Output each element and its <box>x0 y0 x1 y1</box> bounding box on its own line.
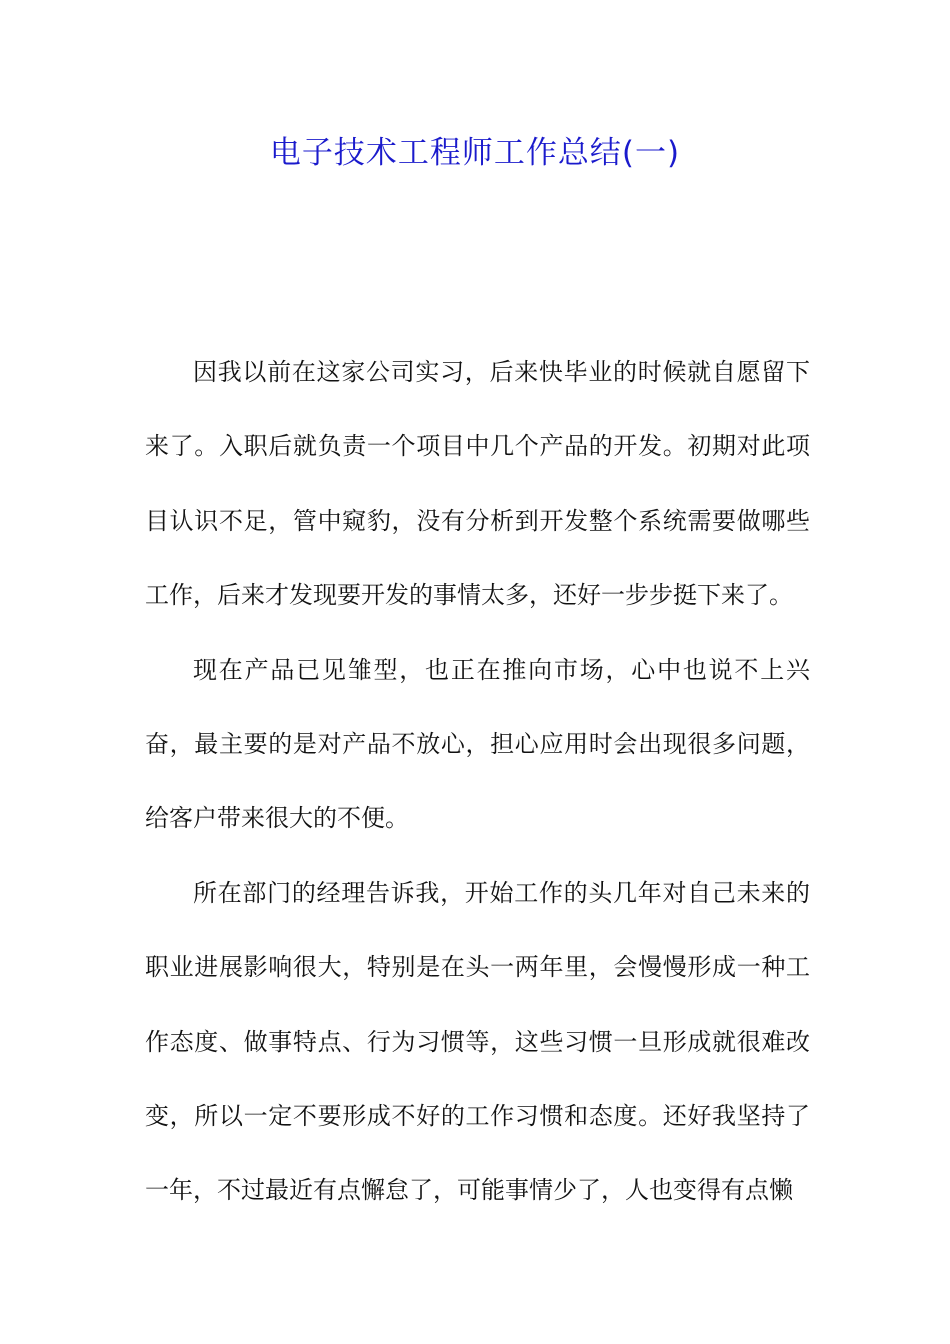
document-title: 电子技术工程师工作总结(一) <box>269 135 681 171</box>
paragraph-2: 现在产品已见雏型，也正在推向市场，心中也说不上兴奋，最主要的是对产品不放心，担心应用时会出现很多问题，给客户带来很大的不便。 <box>145 655 810 833</box>
paragraph-3: 所在部门的经理告诉我，开始工作的头几年对自己未来的职业进展影响很大，特别是在头一两年里，会慢慢形成一种工作态度、做事特点、行为习惯等，这些习惯一旦形成就很难改变，所以一定不要形成不好的工作习惯和态度。还好我坚持了一年，不过最近有点懈怠了，可能事情少了，人也变得有点懒 <box>145 878 810 1205</box>
paragraph-1: 因我以前在这家公司实习，后来快毕业的时候就自愿留下来了。入职后就负责一个项目中几个产品的开发。初期对此项目认识不足，管中窥豹，没有分析到开发整个系统需要做哪些工作，后来才发现要开发的事情太多，还好一步步挺下来了。 <box>145 358 810 610</box>
document-body <box>145 335 810 1228</box>
